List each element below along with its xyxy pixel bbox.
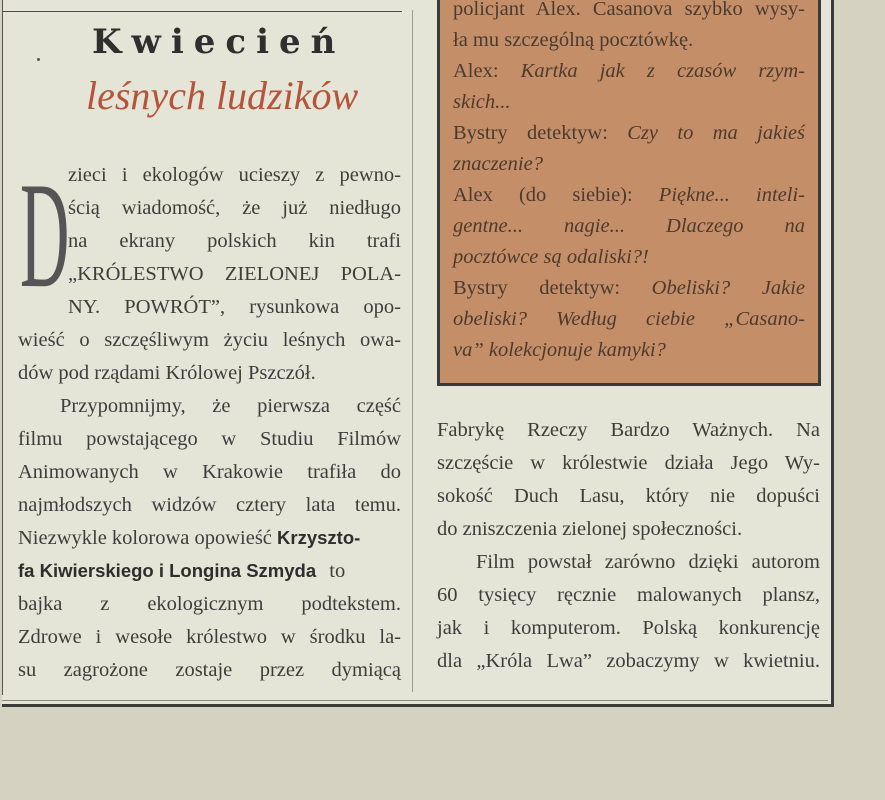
body-line: su zagrożone zostaje przez dymiącą <box>18 659 401 681</box>
body-text: Niezwykle kolorowa opowieść <box>18 527 272 549</box>
top-rule <box>2 0 402 12</box>
sidebar-quote: skich... <box>453 91 511 113</box>
body-line: Fabrykę Rzeczy Bardzo Ważnych. Na <box>437 419 820 441</box>
article-subtitle: leśnych ludzików <box>86 73 359 118</box>
sidebar-line <box>453 0 805 25</box>
sidebar-line <box>453 25 805 56</box>
sidebar-line <box>453 211 805 242</box>
author-names: Krzyszto- <box>277 527 361 548</box>
sidebar-speaker: Bystry detektyw: <box>453 122 628 144</box>
body-line: Zdrowe i wesołe królestwo w środku la- <box>18 626 401 648</box>
body-line: szczęście w królestwie działa Jego Wy- <box>437 452 820 474</box>
sidebar-quote: gentne... nagie... Dlaczego na <box>453 215 805 237</box>
sidebar-quote: va” kolekcjonuje kamyki? <box>453 339 666 361</box>
intro-line: na ekrany polskich kin trafi <box>68 230 401 252</box>
sidebar-line <box>453 304 805 335</box>
bottom-rule <box>2 700 828 701</box>
sidebar-line <box>453 242 805 273</box>
body-line: wieść o szczęśliwym życiu leśnych owa- <box>18 329 401 351</box>
sidebar-line <box>453 56 805 87</box>
body-text: to <box>329 560 346 582</box>
drop-cap: D <box>20 151 70 319</box>
body-line <box>18 523 401 553</box>
body-line: dów pod rządami Królowej Pszczół. <box>18 362 316 384</box>
sidebar-line <box>453 335 805 366</box>
sidebar-speaker: Bystry detektyw: <box>453 277 652 299</box>
body-line: Film powstał zarówno dzięki autorom <box>476 551 820 573</box>
body-line: bajka z ekologicznym podtekstem. <box>18 593 401 615</box>
left-rule <box>2 0 3 695</box>
sidebar-quote: Piękne... inteli- <box>658 184 805 206</box>
sidebar-quote: obeliski? Według ciebie „Casano- <box>453 308 805 330</box>
body-line: Przypomnijmy, że pierwsza część <box>60 395 401 417</box>
body-line: filmu powstającego w Studiu Filmów <box>18 428 401 450</box>
sidebar-speaker: policjant Alex. Casanova szybko wysy- <box>453 0 805 20</box>
intro-line: zieci i ekologów ucieszy z pewno- <box>68 164 401 186</box>
sidebar-line <box>453 149 805 180</box>
sidebar-quote: Czy to ma jakieś <box>627 122 805 144</box>
sidebar-quote: Obeliski? Jakie <box>651 277 806 299</box>
sidebar-quote: znaczenie? <box>453 153 543 175</box>
author-names: fa Kiwierskiego i Longina Szmyda <box>18 560 317 581</box>
body-line: 60 tysięcy ręcznie malowanych plansz, <box>437 584 820 606</box>
body-line: sokość Duch Lasu, który nie dopuści <box>437 485 820 507</box>
article-title: Kwiecień <box>92 22 346 62</box>
sidebar-speaker: Alex (do siebie): <box>453 184 659 206</box>
sidebar-speaker: ła mu szczególną pocztówkę. <box>453 29 694 51</box>
sidebar-quote: pocztówce są odaliski?! <box>453 246 649 268</box>
sidebar-quote: Kartka jak z czasów rzym- <box>520 60 806 82</box>
body-line: najmłodszych widzów cztery lata temu. <box>18 494 401 516</box>
intro-line: „KRÓLESTWO ZIELONEJ POLA- <box>68 263 401 285</box>
sidebar-line <box>453 273 805 304</box>
intro-line: ścią wiadomość, że już niedługo <box>68 197 401 219</box>
sidebar-line <box>453 87 805 118</box>
body-line: dla „Króla Lwa” zobaczymy w kwietniu. <box>437 650 820 672</box>
sidebar-line <box>453 118 805 149</box>
body-line: Animowanych w Krakowie trafiła do <box>18 461 401 483</box>
ornament-dot <box>37 58 40 61</box>
intro-line: NY. POWRÓT”, rysunkowa opo- <box>68 296 401 318</box>
body-line <box>18 556 401 586</box>
body-line: do zniszczenia zielonej społeczności. <box>437 518 743 540</box>
sidebar-line <box>453 180 805 211</box>
sidebar-speaker: Alex: <box>453 60 521 82</box>
body-line: jak i komputerom. Polską konkurencję <box>437 617 820 639</box>
